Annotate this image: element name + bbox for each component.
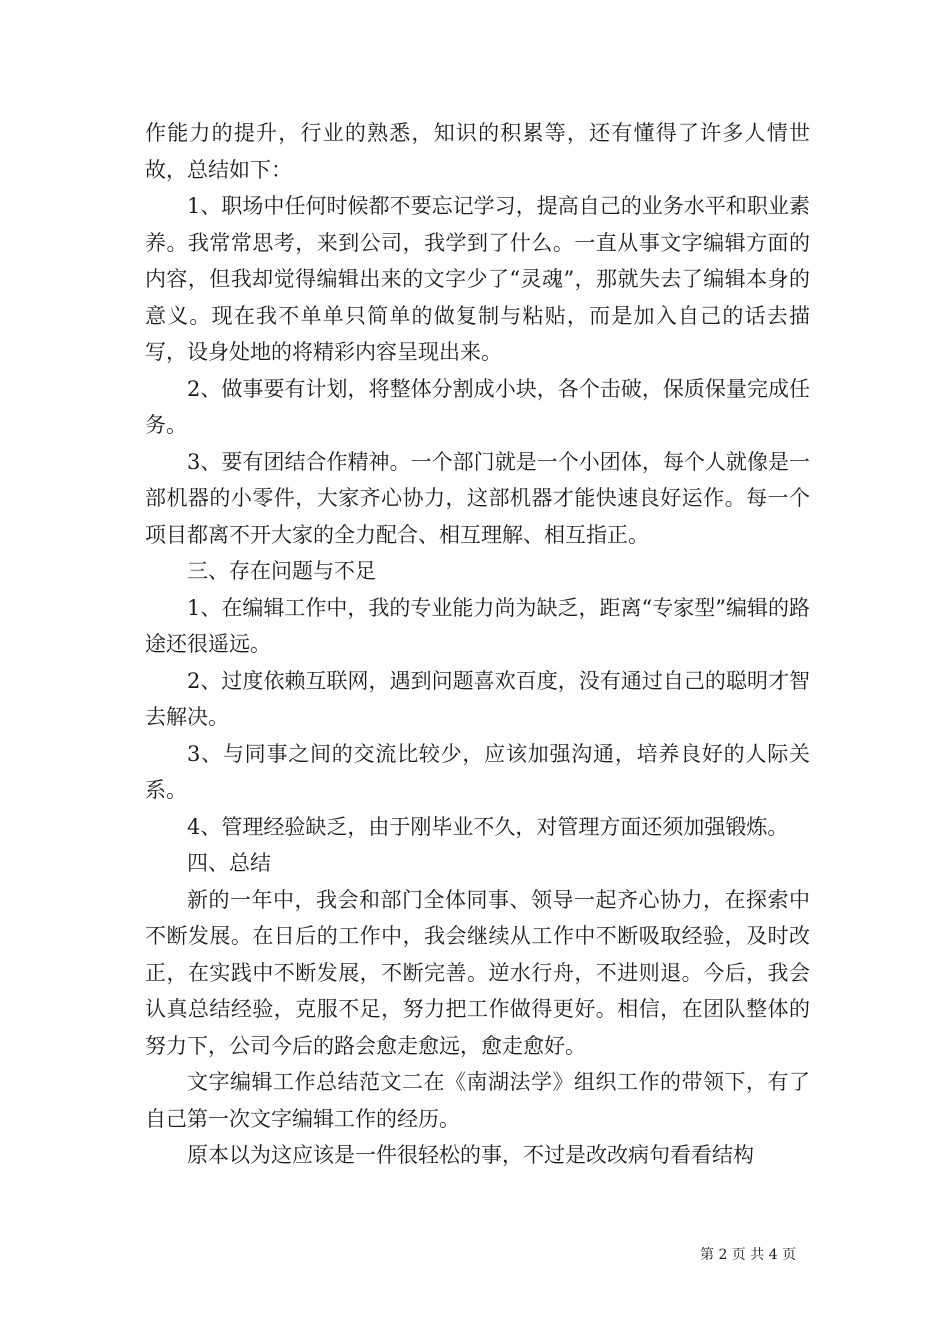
paragraph-summary: 新的一年中，我会和部门全体同事、领导一起齐心协力，在探索中不断发展。在日后的工作中，我会继续从工作中不断吸取经验，及时改正，在实践中不断发展，不断完善。逆水行舟，不进则退。今后，我会认真总结经验，克服不足，努力把工作做得更好。相信，在团队整体的努力下，公司今后的路会愈走愈远，愈走愈好。 bbox=[145, 887, 810, 1058]
paragraph-point-3-teamwork: 3、要有团结合作精神。一个部门就是一个小团体，每个人就像是一部机器的小零件，大家齐心协力，这部机器才能快速良好运作。每一个项目都离不开大家的全力配合、相互理解、相互指正。 bbox=[145, 449, 810, 547]
page-number-footer: 第 2 页 共 4 页 bbox=[700, 1247, 797, 1263]
paragraph-problem-4: 4、管理经验缺乏，由于刚毕业不久，对管理方面还须加强锻炼。 bbox=[187, 814, 789, 839]
document-body bbox=[145, 115, 810, 1174]
paragraph-problem-3: 3、与同事之间的交流比较少，应该加强沟通，培养良好的人际关系。 bbox=[145, 741, 810, 802]
paragraph-sample-two-start: 原本以为这应该是一件很轻松的事，不过是改改病句看看结构 bbox=[187, 1143, 754, 1167]
section-heading-summary: 四、总结 bbox=[187, 851, 271, 875]
paragraph-problem-1: 1、在编辑工作中，我的专业能力尚为缺乏，距离“专家型”编辑的路途还很遥远。 bbox=[145, 595, 810, 656]
paragraph-point-2-planning: 2、做事要有计划，将整体分割成小块，各个击破，保质保量完成任务。 bbox=[145, 376, 810, 437]
paragraph-problem-2: 2、过度依赖互联网，遇到问题喜欢百度，没有通过自己的聪明才智去解决。 bbox=[145, 668, 810, 729]
paragraph-sample-two-intro: 文字编辑工作总结范文二在《南湖法学》组织工作的带领下，有了自己第一次文字编辑工作的经历。 bbox=[145, 1070, 810, 1131]
paragraph-point-1-learning: 1、职场中任何时候都不要忘记学习，提高自己的业务水平和职业素养。我常常思考，来到公司，我学到了什么。一直从事文字编辑方面的内容，但我却觉得编辑出来的文字少了“灵魂”，那就失去了编辑本身的意义。现在我不单单只简单的做复制与粘贴，而是加入自己的话去描写，设身处地的将精彩内容呈现出来。 bbox=[145, 194, 810, 364]
paragraph-continuation: 作能力的提升，行业的熟悉，知识的积累等，还有懂得了许多人情世故，总结如下： bbox=[145, 121, 810, 182]
section-heading-problems: 三、存在问题与不足 bbox=[187, 559, 376, 583]
